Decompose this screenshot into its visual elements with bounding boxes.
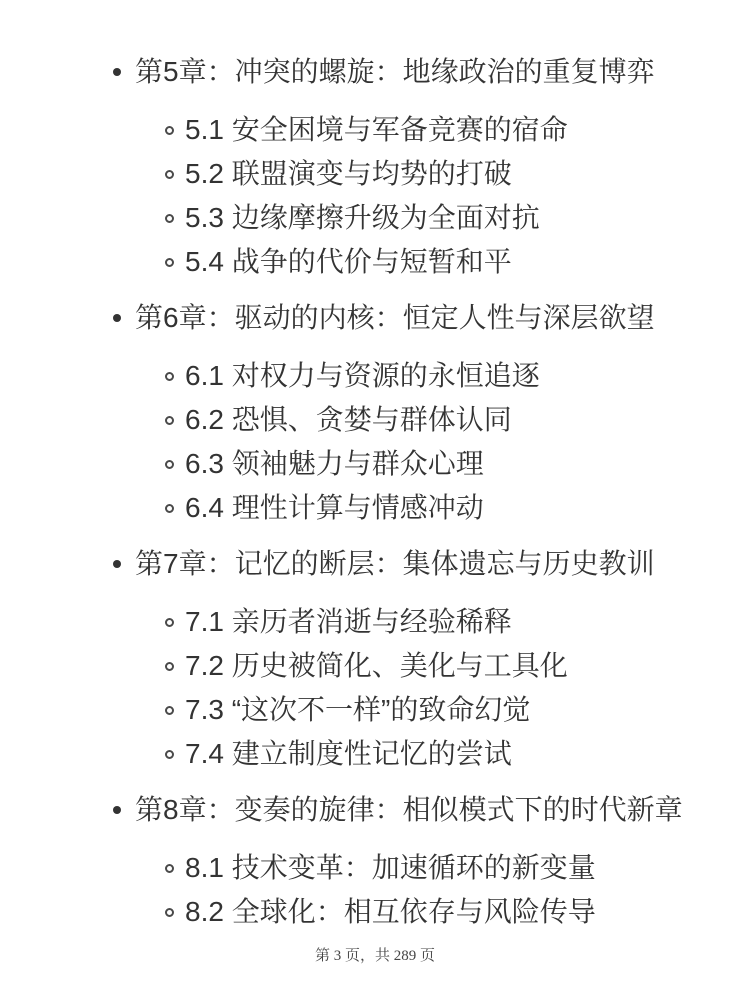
section-row bbox=[0, 108, 750, 152]
section-item bbox=[0, 732, 750, 776]
circle-bullet-icon bbox=[165, 908, 174, 917]
section-item bbox=[0, 688, 750, 732]
circle-bullet-icon bbox=[165, 214, 174, 223]
disc-bullet-icon bbox=[113, 68, 121, 76]
chapter-row bbox=[0, 542, 750, 586]
section-row bbox=[0, 688, 750, 732]
section-item bbox=[0, 890, 750, 934]
section-item bbox=[0, 442, 750, 486]
circle-bullet-icon bbox=[165, 750, 174, 759]
section-row bbox=[0, 890, 750, 934]
section-item bbox=[0, 600, 750, 644]
circle-bullet-icon bbox=[165, 618, 174, 627]
section-row bbox=[0, 196, 750, 240]
chapter-row bbox=[0, 788, 750, 832]
section-item bbox=[0, 152, 750, 196]
section-row bbox=[0, 354, 750, 398]
chapter-title: 第6章：驱动的内核：恒定人性与深层欲望 bbox=[135, 302, 655, 333]
section-item bbox=[0, 486, 750, 530]
section-title: 7.3 “这次不一样”的致命幻觉 bbox=[185, 694, 531, 725]
circle-bullet-icon bbox=[165, 864, 174, 873]
section-list bbox=[0, 108, 750, 284]
section-title: 7.4 建立制度性记忆的尝试 bbox=[185, 738, 512, 769]
section-title: 6.2 恐惧、贪婪与群体认同 bbox=[185, 404, 512, 435]
section-item bbox=[0, 846, 750, 890]
section-title: 5.2 联盟演变与均势的打破 bbox=[185, 158, 512, 189]
circle-bullet-icon bbox=[165, 258, 174, 267]
chapter-item bbox=[0, 788, 750, 934]
section-item bbox=[0, 240, 750, 284]
section-row bbox=[0, 240, 750, 284]
circle-bullet-icon bbox=[165, 416, 174, 425]
section-title: 5.1 安全困境与军备竞赛的宿命 bbox=[185, 114, 568, 145]
circle-bullet-icon bbox=[165, 504, 174, 513]
disc-bullet-icon bbox=[113, 314, 121, 322]
circle-bullet-icon bbox=[165, 126, 174, 135]
section-item bbox=[0, 196, 750, 240]
section-title: 8.1 技术变革：加速循环的新变量 bbox=[185, 852, 596, 883]
section-row bbox=[0, 486, 750, 530]
circle-bullet-icon bbox=[165, 706, 174, 715]
section-title: 7.1 亲历者消逝与经验稀释 bbox=[185, 606, 512, 637]
chapter-row bbox=[0, 50, 750, 94]
circle-bullet-icon bbox=[165, 372, 174, 381]
section-item bbox=[0, 644, 750, 688]
section-title: 6.4 理性计算与情感冲动 bbox=[185, 492, 484, 523]
section-list bbox=[0, 354, 750, 530]
section-item bbox=[0, 108, 750, 152]
section-title: 6.1 对权力与资源的永恒追逐 bbox=[185, 360, 540, 391]
section-item bbox=[0, 354, 750, 398]
chapter-item bbox=[0, 296, 750, 530]
section-row bbox=[0, 732, 750, 776]
section-title: 7.2 历史被简化、美化与工具化 bbox=[185, 650, 568, 681]
section-row bbox=[0, 846, 750, 890]
chapter-item bbox=[0, 50, 750, 284]
chapter-item bbox=[0, 542, 750, 776]
section-title: 5.3 边缘摩擦升级为全面对抗 bbox=[185, 202, 540, 233]
section-item bbox=[0, 398, 750, 442]
section-row bbox=[0, 442, 750, 486]
section-title: 8.2 全球化：相互依存与风险传导 bbox=[185, 896, 596, 927]
disc-bullet-icon bbox=[113, 806, 121, 814]
chapter-row bbox=[0, 296, 750, 340]
circle-bullet-icon bbox=[165, 170, 174, 179]
section-title: 6.3 领袖魅力与群众心理 bbox=[185, 448, 484, 479]
section-row bbox=[0, 644, 750, 688]
section-row bbox=[0, 600, 750, 644]
disc-bullet-icon bbox=[113, 560, 121, 568]
chapter-title: 第8章：变奏的旋律：相似模式下的时代新章 bbox=[135, 794, 683, 825]
circle-bullet-icon bbox=[165, 662, 174, 671]
section-row bbox=[0, 152, 750, 196]
chapter-title: 第5章：冲突的螺旋：地缘政治的重复博弈 bbox=[135, 56, 655, 87]
chapter-title: 第7章：记忆的断层：集体遗忘与历史教训 bbox=[135, 548, 655, 579]
section-list bbox=[0, 600, 750, 776]
section-title: 5.4 战争的代价与短暂和平 bbox=[185, 246, 512, 277]
section-row bbox=[0, 398, 750, 442]
page-number-indicator: 第 3 页，共 289 页 bbox=[314, 948, 435, 964]
circle-bullet-icon bbox=[165, 460, 174, 469]
section-list bbox=[0, 846, 750, 934]
